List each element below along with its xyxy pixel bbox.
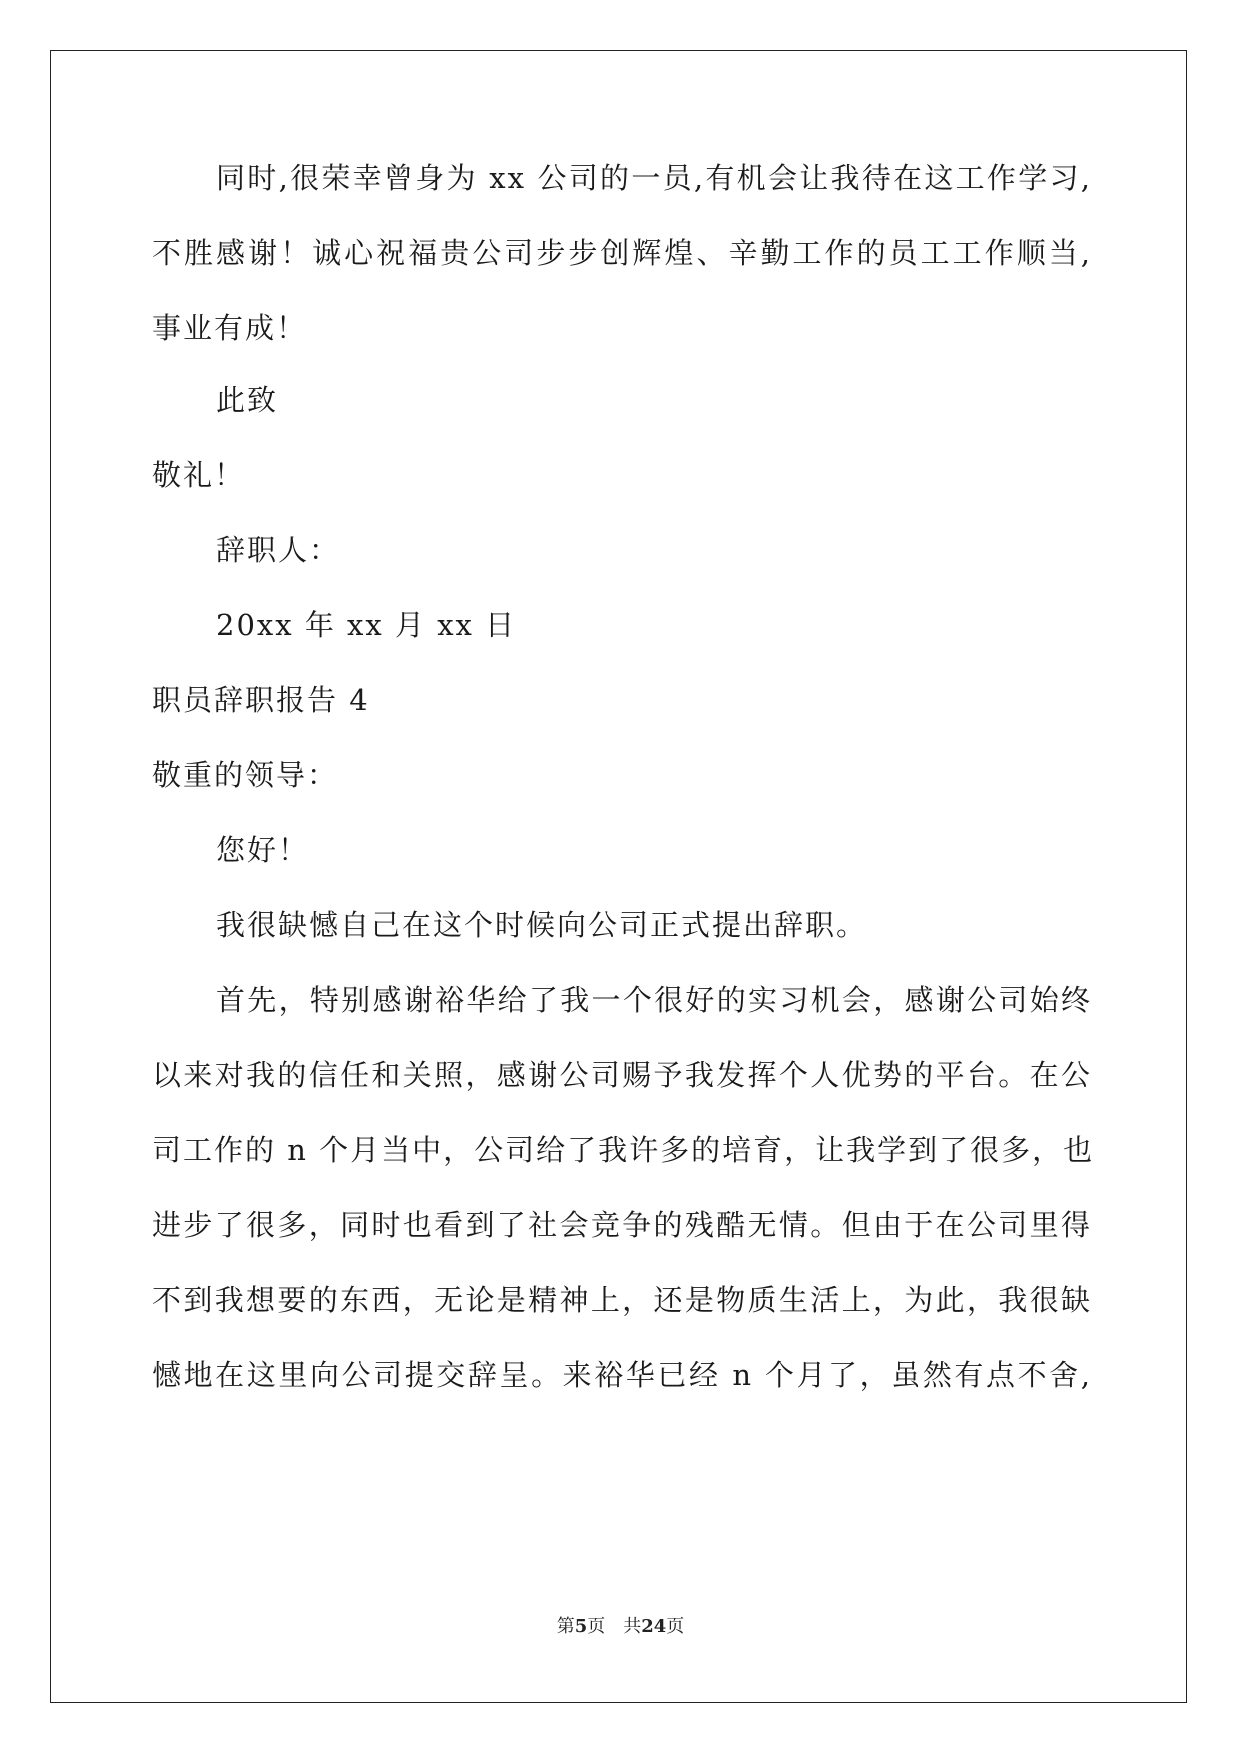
- paragraph-line: 憾地在这里向公司提交辞呈。来裕华已经 n 个月了，虽然有点不舍,: [152, 1358, 1092, 1392]
- page-suffix: 页: [587, 1616, 606, 1637]
- paragraph-line: 司工作的 n 个月当中，公司给了我许多的培育，让我学到了很多，也: [152, 1133, 1095, 1167]
- total-suffix: 页: [666, 1616, 685, 1637]
- greeting-recipient: 敬重的领导：: [152, 758, 339, 792]
- paragraph-line: 首先，特别感谢裕华给了我一个很好的实习机会，感谢公司始终: [216, 983, 1092, 1017]
- total-prefix: 共: [623, 1616, 642, 1637]
- paragraph-line: 同时,很荣幸曾身为 xx 公司的一员,有机会让我待在这工作学习,: [216, 161, 1092, 195]
- closing-salutation: 此致: [216, 383, 279, 417]
- closing-regards: 敬礼！: [152, 458, 246, 492]
- paragraph-line: 进步了很多，同时也看到了社会竞争的残酷无情。但由于在公司里得: [152, 1208, 1092, 1242]
- paragraph-line: 事业有成！: [152, 311, 308, 345]
- total-pages: 24: [641, 1616, 667, 1637]
- paragraph-line: 不胜感谢！诚心祝福贵公司步步创辉煌、辛勤工作的员工工作顺当,: [152, 236, 1092, 270]
- section-title: 职员辞职报告 4: [152, 683, 370, 717]
- page-border: [50, 50, 1187, 1703]
- date-line: 20xx 年 xx 月 xx 日: [216, 608, 517, 642]
- page-number: 5: [574, 1616, 588, 1637]
- paragraph-line: 我很缺憾自己在这个时候向公司正式提出辞职。: [216, 908, 868, 942]
- paragraph-line: 不到我想要的东西，无论是精神上，还是物质生活上，为此，我很缺: [152, 1283, 1092, 1317]
- paragraph-line: 以来对我的信任和关照，感谢公司赐予我发挥个人优势的平台。在公: [152, 1058, 1092, 1092]
- page-footer: [0, 1612, 1241, 1638]
- greeting: 您好！: [216, 833, 310, 867]
- page-prefix: 第: [556, 1616, 575, 1637]
- signature-label: 辞职人：: [216, 533, 341, 567]
